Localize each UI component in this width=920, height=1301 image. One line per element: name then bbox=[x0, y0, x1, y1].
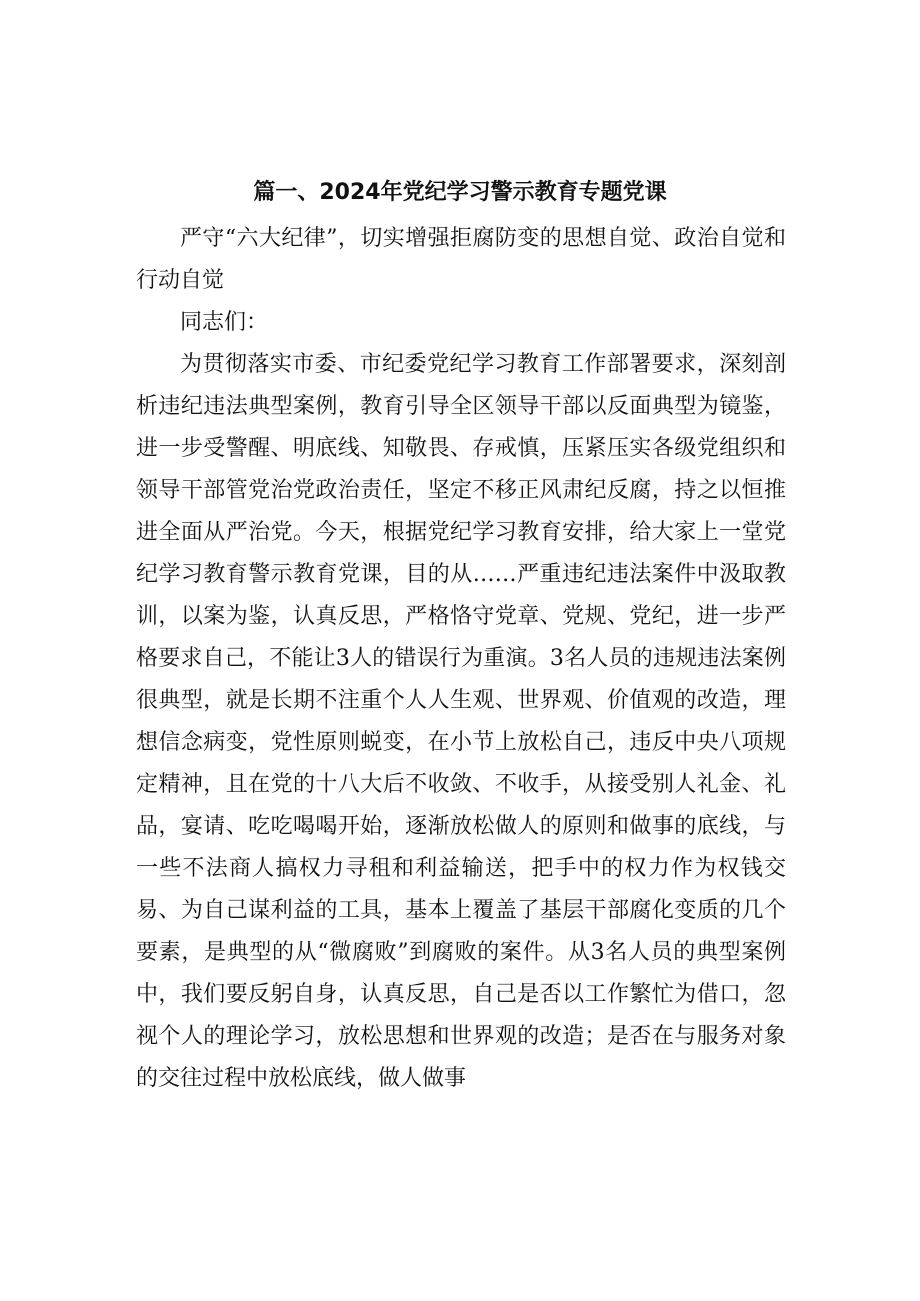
salutation: 同志们： bbox=[180, 310, 269, 335]
document-title: 篇一、2024年党纪学习警示教育专题党课 bbox=[253, 180, 667, 205]
document-subtitle: 严守“六大纪律”，切实增强拒腐防变的思想自觉、政治自觉和行动自觉 bbox=[136, 226, 786, 293]
document-body bbox=[136, 218, 786, 1100]
body-paragraph: 为贯彻落实市委、市纪委党纪学习教育工作部署要求，深刻剖析违纪违法典型案例，教育引导全区领导干部以反面典型为镜鉴，进一步受警醒、明底线、知敬畏、存戒慎，压紧压实各级党组织和领导干部管党治党政治责任，坚定不移正风肃纪反腐，持之以恒推进全面从严治党。今天，根据党纪学习教育安排，给大家上一堂党纪学习教育警示教育党课，目的从……严重违纪违法案件中汲取教训，以案为鉴，认真反思，严格恪守党章、党规、党纪，进一步严格要求自己，不能让3人的错误行为重演。3名人员的违规违法案例很典型，就是长期不注重个人人生观、世界观、价值观的改造，理想信念病变，党性原则蜕变，在小节上放松自己，违反中央八项规定精神，且在党的十八大后不收敛、不收手，从接受别人礼金、礼品，宴请、吃吃喝喝开始，逐渐放松做人的原则和做事的底线，与一些不法商人搞权力寻租和利益输送，把手中的权力作为权钱交易、为自己谋利益的工具，基本上覆盖了基层干部腐化变质的几个要素，是典型的从“微腐败”到腐败的案件。从3名人员的典型案例中，我们要反躬自身，认真反思，自己是否以工作繁忙为借口，忽视个人的理论学习，放松思想和世界观的改造；是否在与服务对象的交往过程中放松底线，做人做事 bbox=[136, 352, 786, 1091]
